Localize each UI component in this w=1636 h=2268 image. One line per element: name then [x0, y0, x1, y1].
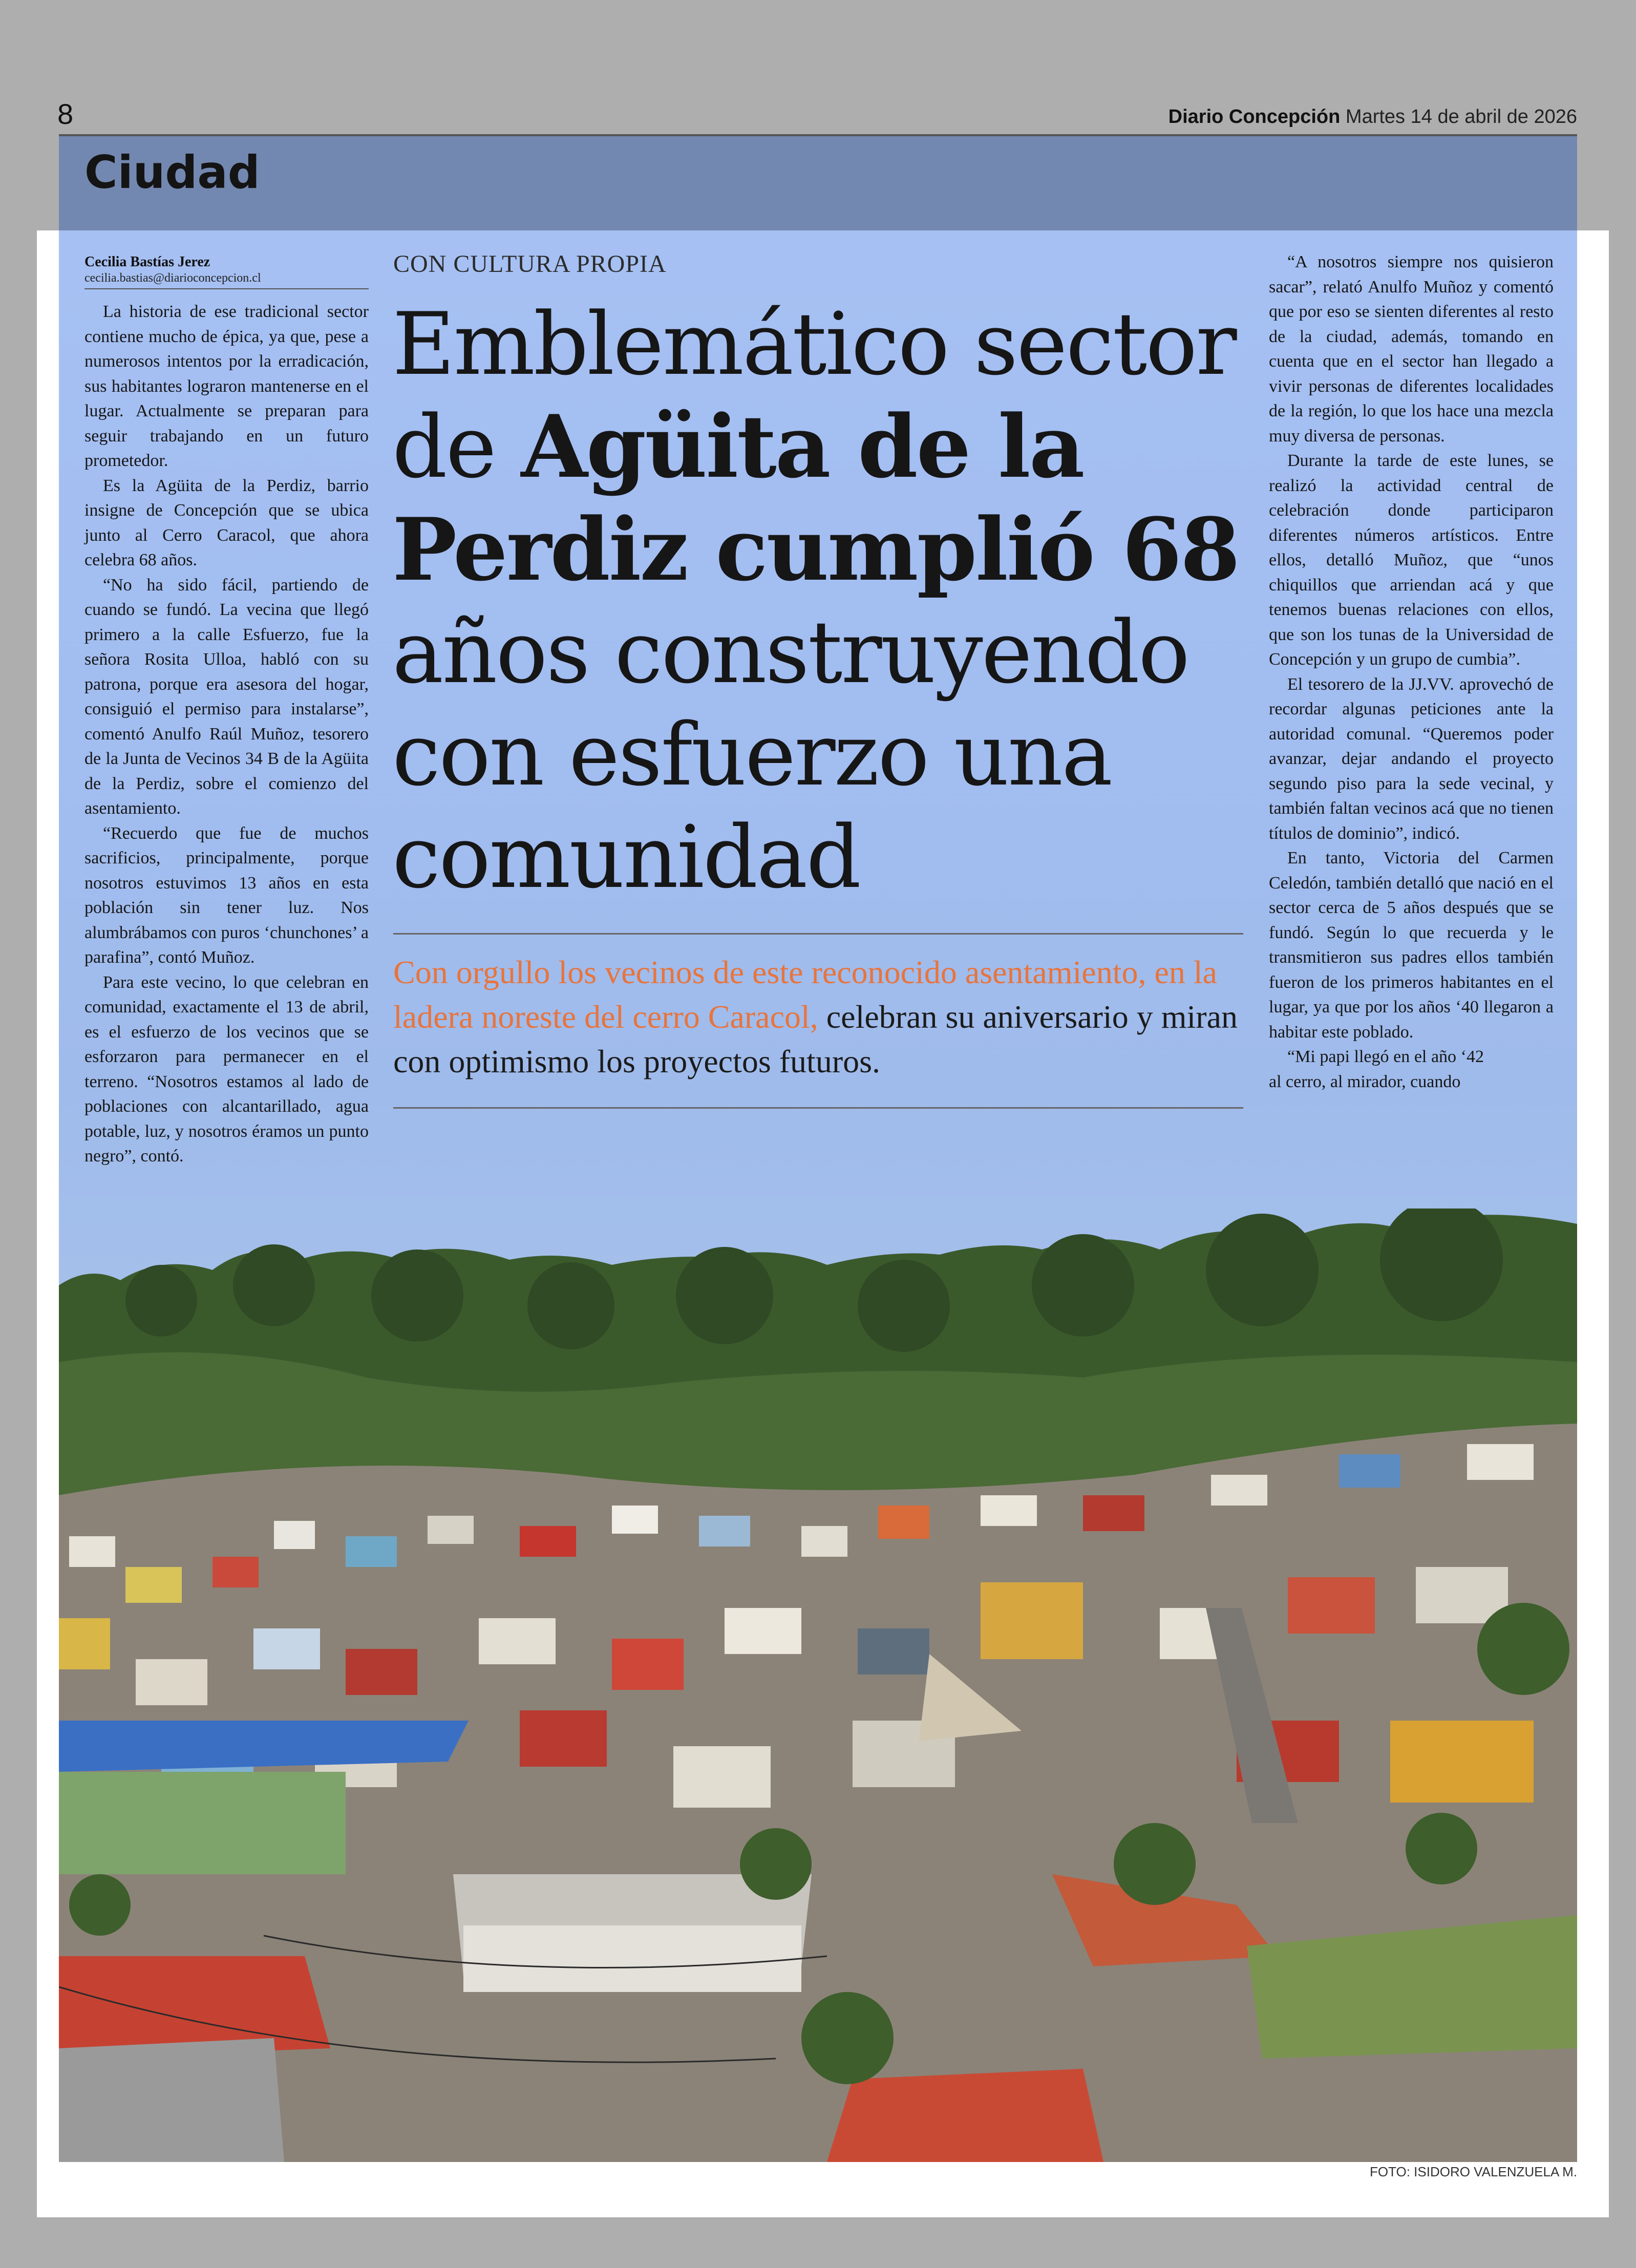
- right-column: [1269, 250, 1554, 1094]
- paragraph: La historia de ese tradicional sector contiene mucho de épica, ya que, pese a numerosos intentos por la erradicación, sus habitantes lograron mantenerse en el lugar. Actualmente se preparan para seguir trabajando en un futuro prometedor.: [84, 302, 369, 470]
- deck: [393, 950, 1253, 1084]
- paragraph: En tanto, Victoria del Carmen Celedón, también detalló que nació en el sector cerca de 5 años después que se fundó. Según lo que recuerda y le transmitieron sus padres ellos también fueron de los primeros habitantes en el lugar, ya que por los años ‘40 llegaron a habitar este poblado.: [1269, 849, 1554, 1042]
- headline: [392, 293, 1252, 908]
- kicker: CON CULTURA PROPIA: [393, 250, 667, 278]
- byline: [84, 253, 369, 289]
- deck-top-rule: [393, 933, 1243, 935]
- headline-part: Emblemático sector de: [392, 294, 1236, 497]
- paragraph: “A nosotros siempre nos quisieron sacar”, relató Anulfo Muñoz y comentó que por eso se sienten diferentes al resto de la ciudad, además, tomando en cuenta que en el sector han llegado a vivir personas de diferentes localidades de la región, lo que los hace una mezcla muy diversa de personas.: [1269, 252, 1554, 446]
- section-bar: [59, 136, 1577, 230]
- masthead: [1168, 106, 1577, 128]
- paragraph: “Recuerdo que fue de muchos sacrificios, principalmente, porque nosotros estuvimos 13 años en esta población sin tener luz. Nos alumbrábamos con puros ‘chunchones’ a parafina”, contó Muñoz.: [84, 823, 369, 967]
- issue-date: Martes 14 de abril de 2026: [1345, 106, 1577, 128]
- section-title: Ciudad: [84, 146, 260, 199]
- paragraph: Para este vecino, lo que celebran en comunidad, exactamente el 13 de abril, es el esfuerzo de los vecinos que se esforzaron para permanecer en el terreno. “Nosotros estamos al lado de poblaciones con alcantarillado, agua potable, luz, y nosotros éramos un punto negro”, contó.: [84, 972, 369, 1165]
- author-name: Cecilia Bastías Jerez: [84, 254, 210, 270]
- photo-credit: FOTO: ISIDORO VALENZUELA M.: [1369, 2164, 1577, 2179]
- paragraph: “Mi papi llegó en el año ‘42 al cerro, al mirador, cuando: [1269, 1047, 1484, 1091]
- headline-part: años construyendo con esfuerzo una comunidad: [392, 602, 1189, 907]
- headline-bold-part: Agüita de la Perdiz cumplió 68: [392, 396, 1239, 600]
- deck-bottom-rule: [393, 1107, 1243, 1109]
- publication-name: Diario Concepción: [1168, 106, 1341, 128]
- paragraph: El tesorero de la JJ.VV. aprovechó de recordar algunas peticiones ante la autoridad comunal. “Queremos poder avanzar, dejar andando el proyecto segundo piso para la sede vecinal, y también faltan vecinos acá que no tienen títulos de dominio”, indicó.: [1269, 674, 1554, 843]
- paragraph: Es la Agüita de la Perdiz, barrio insigne de Concepción que se ubica junto al Cerro Caracol, que ahora celebra 68 años.: [84, 476, 369, 569]
- page-number: 8: [57, 98, 74, 130]
- deck-highlight: Con orgullo los vecinos de este reconocido asentamiento, en la ladera noreste del cerro Caracol,: [393, 954, 1218, 1035]
- paragraph: “No ha sido fácil, partiendo de cuando se fundó. La vecina que llegó primero a la calle Esfuerzo, fue la señora Rosita Ulloa, habló con su patrona, porque era asesora del hogar, consiguió el permiso para instalarse”, comentó Anulfo Raúl Muñoz, tesorero de la Junta de Vecinos 34 B de la Agüita de la Perdiz, sobre el comienzo del asentamiento.: [84, 575, 369, 818]
- author-email: cecilia.bastias@diarioconcepcion.cl: [84, 271, 261, 285]
- neighborhood-photo: [59, 1209, 1577, 2162]
- left-column: [84, 300, 369, 1169]
- paragraph: Durante la tarde de este lunes, se realizó la actividad central de celebración donde participaron diferentes números artísticos. Entre ellos, detalló Muñoz, que “unos chiquillos que arriendan acá y que tenemos buenas relaciones con ellos, que son los tunas de la Universidad de Concepción y un grupo de cumbia”.: [1269, 451, 1554, 669]
- deck-text: celebran su aniversario y miran con optimismo los proyectos futuros.: [393, 999, 1238, 1079]
